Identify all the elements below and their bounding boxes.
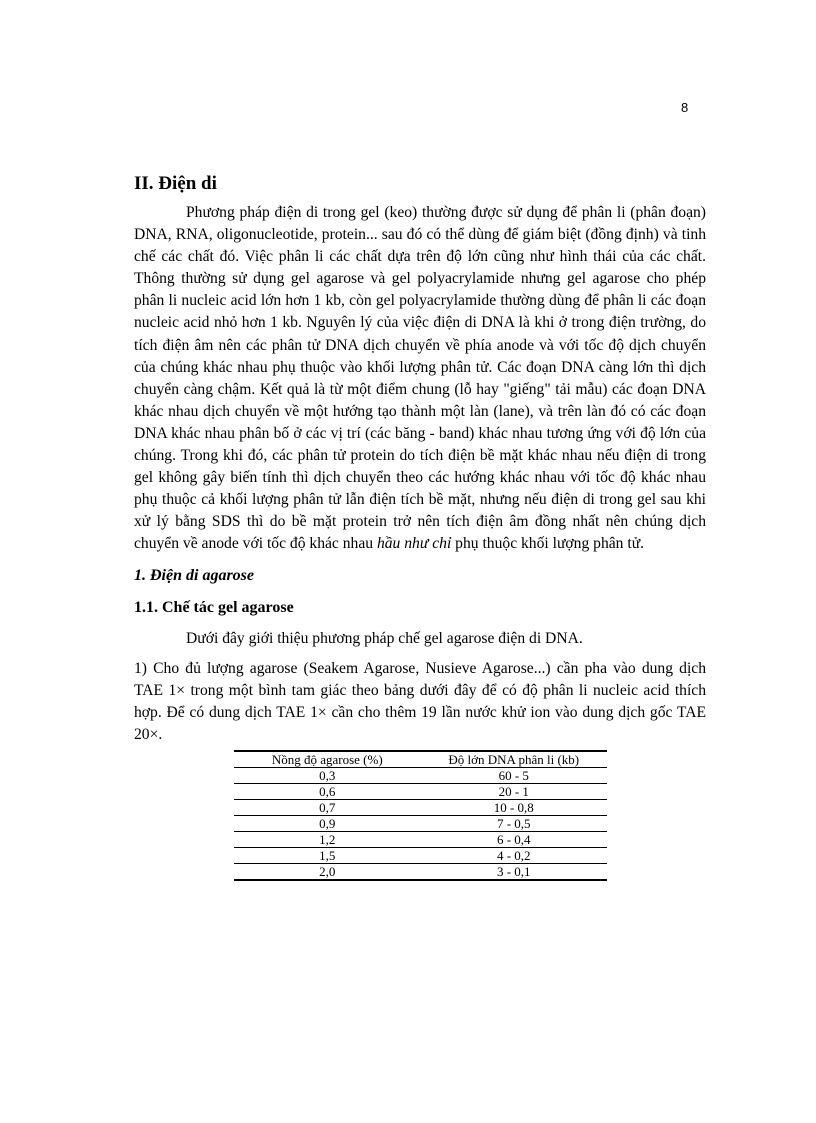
concentration-cell: 1,2 [234,831,421,847]
intro-italic-phrase: hầu như chỉ [376,535,452,553]
dna-size-cell: 60 - 5 [421,767,608,783]
table-row [234,783,607,799]
concentration-cell: 2,0 [234,863,421,880]
subsection-title: 1. Điện di agarose [134,566,254,584]
table-row [234,863,607,880]
table-header-row [234,751,607,768]
table-row [234,831,607,847]
section-title: II. Điện di [134,173,217,194]
step-1-paragraph: 1) Cho đủ lượng agarose (Seakem Agarose, Nusieve Agarose...) cần pha vào dung dịch TAE 1× trong một bình tam giác theo bảng dưới đây để có độ phân li nucleic acid thích hợp. Để có dung dịch TAE 1× cần cho thêm 19 lần nước khử ion vào dung dịch gốc TAE 20×. [134,659,706,743]
concentration-cell: 0,7 [234,799,421,815]
header-concentration: Nồng độ agarose (%) [234,751,421,768]
dna-size-cell: 10 - 0,8 [421,799,608,815]
dna-size-cell: 6 - 0,4 [421,831,608,847]
agarose-table [234,750,607,881]
table-row [234,847,607,863]
table-row [234,767,607,783]
dna-size-cell: 20 - 1 [421,783,608,799]
intro-text-part2: phụ thuộc khối lượng phân tử. [451,535,645,553]
dna-size-cell: 3 - 0,1 [421,863,608,880]
header-dna-size: Độ lớn DNA phân li (kb) [421,751,608,768]
page-content [134,172,706,881]
intro-paragraph [134,202,706,556]
concentration-cell: 0,3 [234,767,421,783]
dna-size-cell: 4 - 0,2 [421,847,608,863]
intro-text-part1: Phương pháp điện di trong gel (keo) thường được sử dụng để phân li (phân đoạn) DNA, RNA, oligonucleotide, protein... sau đó có thể dùng để giám biệt (đồng định) và tinh chế các chất đó. Việc phân li các chất dựa trên độ lớn cũng như hình thái của các chất. Thông thường sử dụng gel agarose và gel polyacrylamide nhưng gel agarose cho phép phân li nucleic acid lớn hơn 1 kb, còn gel polyacrylamide thường dùng để phân li các đoạn nucleic acid nhỏ hơn 1 kb. Nguyên lý của việc điện di DNA là khi ở trong điện trường, do tích điện âm nên các phân tử DNA dịch chuyển về phía anode và với tốc độ dịch chuyển của chúng khác nhau phụ thuộc vào khối lượng phân tử. Các đoạn DNA càng lớn thì dịch chuyển càng chậm. Kết quả là từ một điểm chung (lỗ hay "giếng" tải mẫu) các đoạn DNA khác nhau dịch chuyển về một hướng tạo thành một làn (lane), và trên làn đó có các đoạn DNA khác nhau phân bố ở các vị trí (các băng - band) khác nhau tương ứng với độ lớn của chúng. Trong khi đó, các phân tử protein do tích điện bề mặt khác nhau nếu điện di trong gel không gây biến tính thì dịch chuyển theo các hướng khác nhau với tốc độ khác nhau phụ thuộc cả khối lượng phân tử lẫn điện tích bề mặt, nhưng nếu điện di trong gel sau khi xử lý bằng SDS thì do bề mặt protein trở nên tích điện âm đồng nhất nên chúng dịch chuyển về anode với tốc độ khác nhau [134,204,706,553]
lead-paragraph: Dưới đây giới thiệu phương pháp chế gel agarose điện di DNA. [186,629,583,647]
concentration-cell: 1,5 [234,847,421,863]
concentration-cell: 0,6 [234,783,421,799]
dna-size-cell: 7 - 0,5 [421,815,608,831]
subsubsection-title: 1.1. Chế tác gel agarose [134,598,294,616]
table-row [234,815,607,831]
concentration-cell: 0,9 [234,815,421,831]
page-number: 8 [681,100,689,115]
table-row [234,799,607,815]
